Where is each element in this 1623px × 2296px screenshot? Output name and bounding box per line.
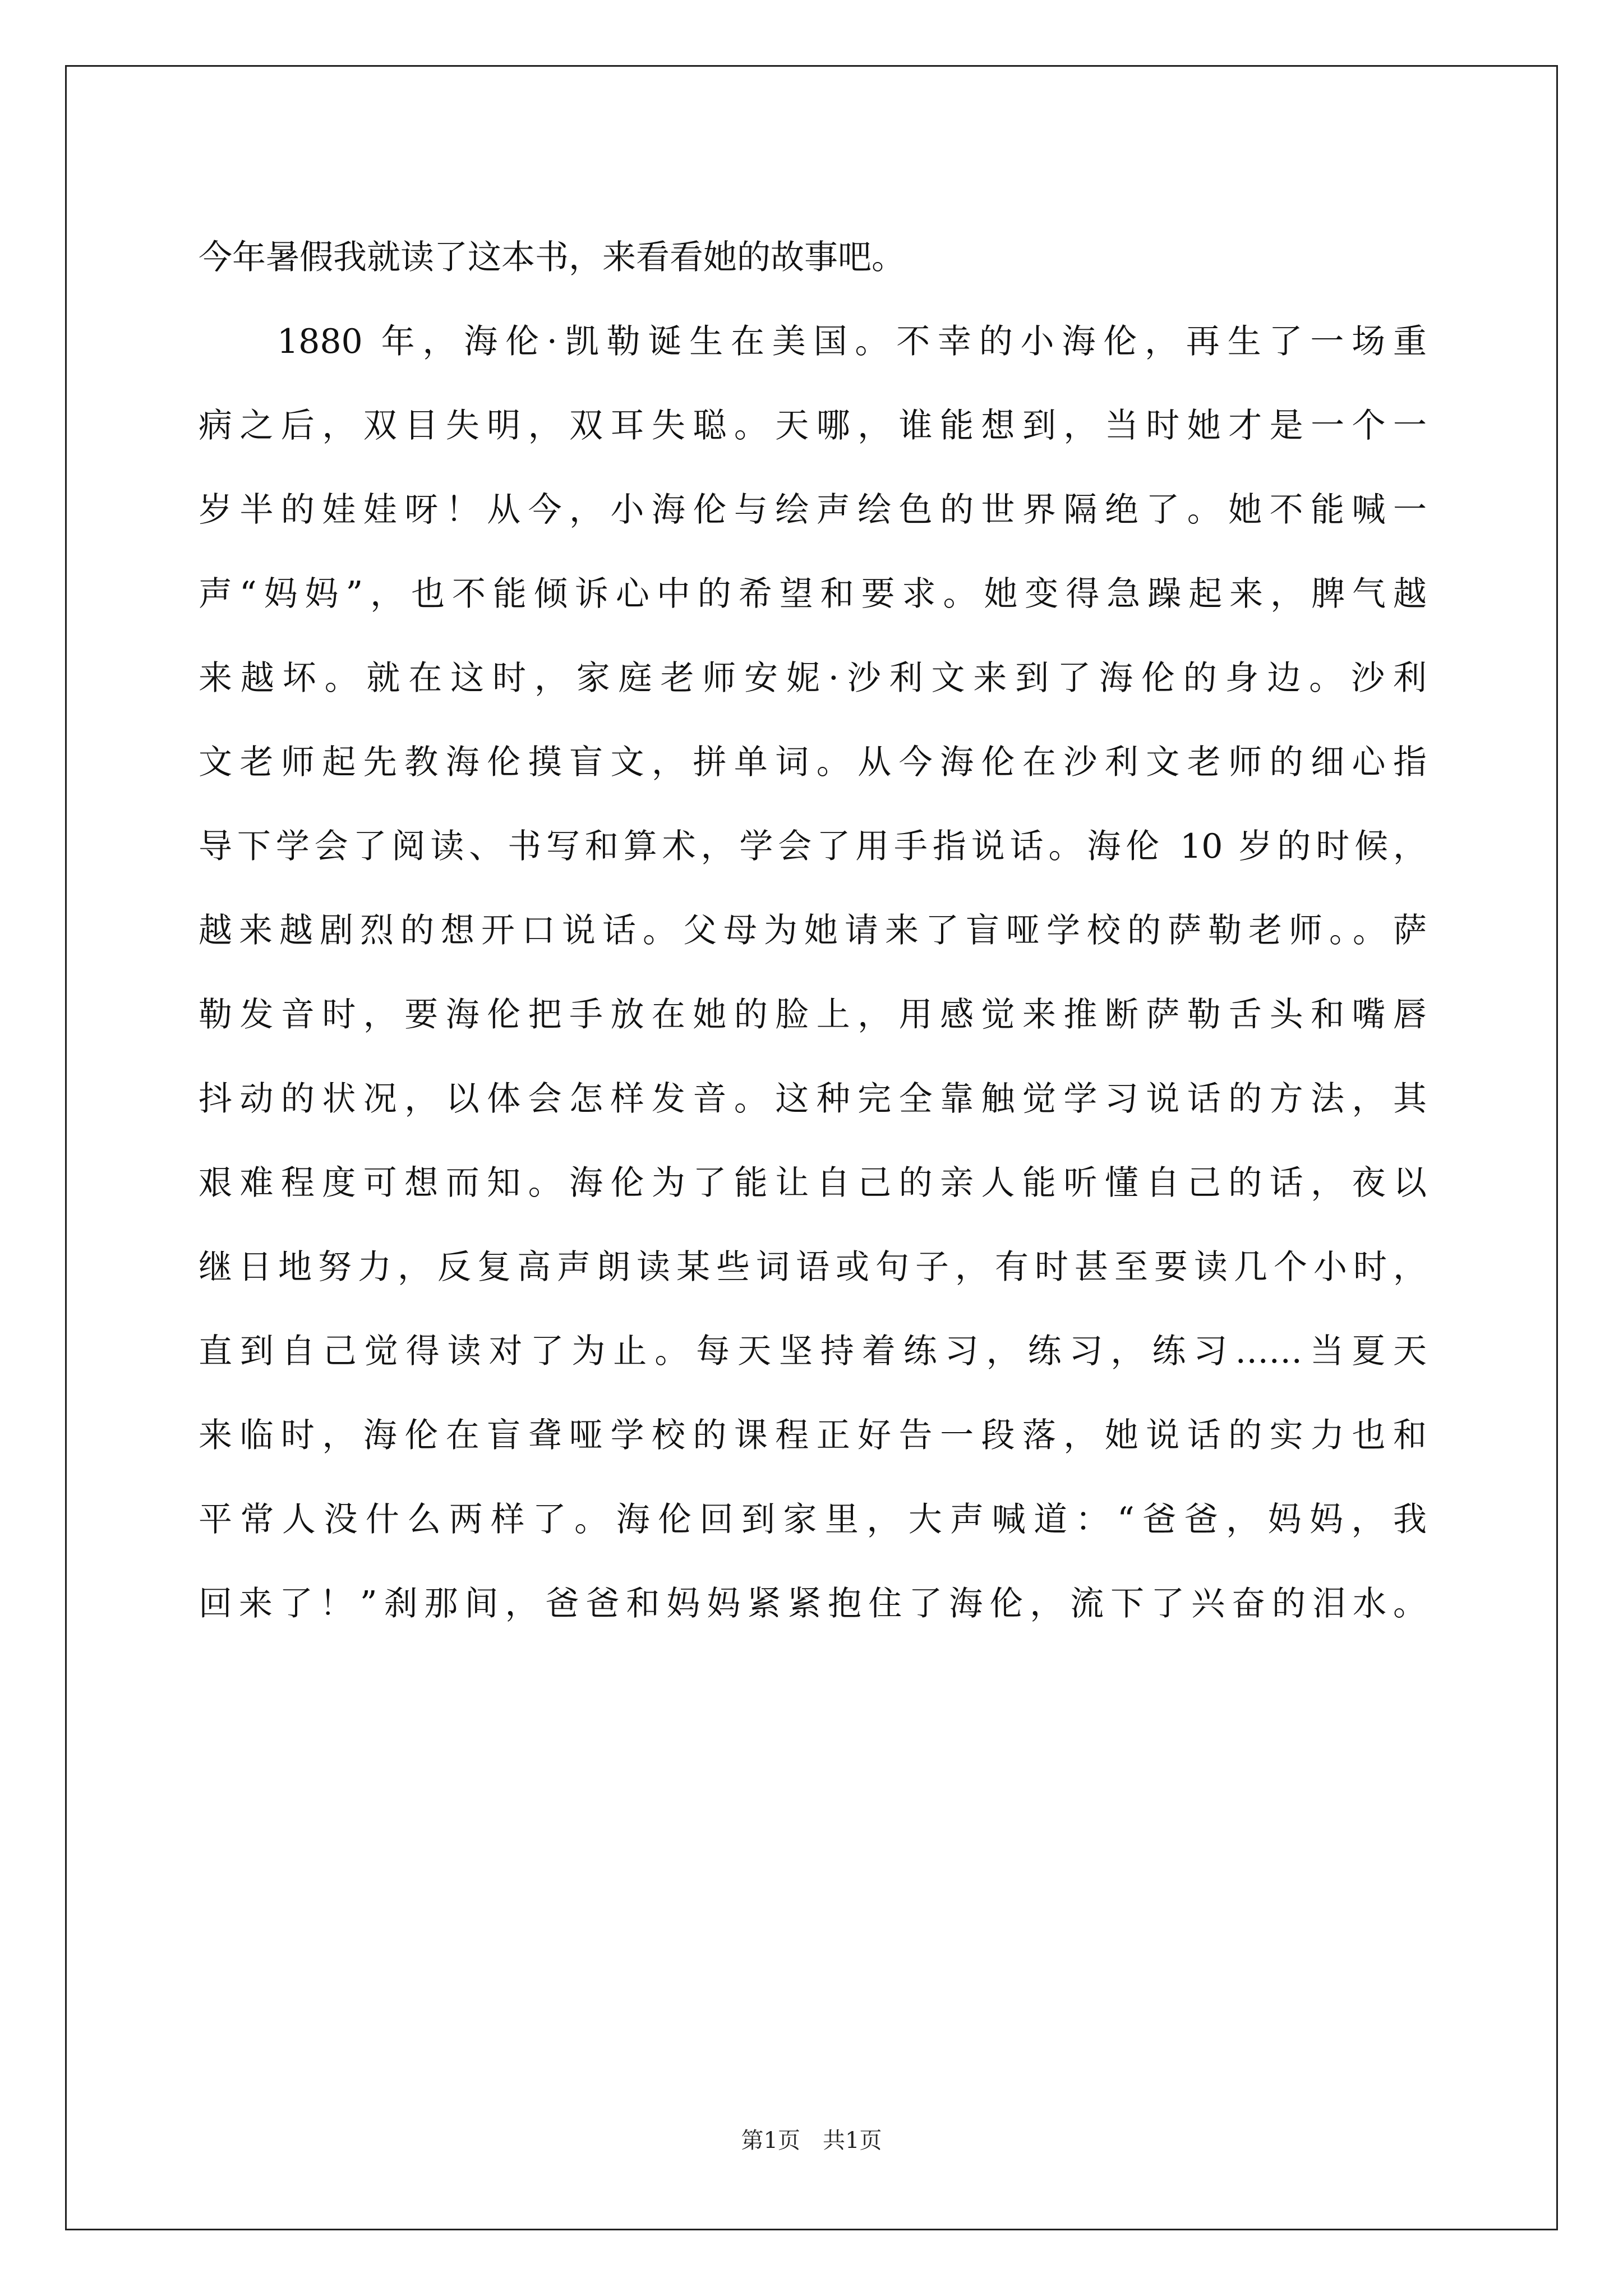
text-line: 来越坏。就在这时，家庭老师安妮·沙利文来到了海伦的身边。沙利	[199, 659, 1427, 698]
text-line: 声“妈妈”，也不能倾诉心中的希望和要求。她变得急躁起来，脾气越	[199, 574, 1427, 614]
text-line: 勒发音时，要海伦把手放在她的脸上，用感觉来推断萨勒舌头和嘴唇	[199, 995, 1427, 1034]
page-footer	[0, 2124, 1623, 2157]
page-total: 共1页	[823, 2128, 882, 2154]
text-line: 文老师起先教海伦摸盲文，拼单词。从今海伦在沙利文老师的细心指	[199, 743, 1427, 782]
document-body	[199, 215, 1427, 1646]
text-line: 回来了！”刹那间，爸爸和妈妈紧紧抱住了海伦，流下了兴奋的泪水。	[199, 1584, 1427, 1623]
text-line: 继日地努力，反复高声朗读某些词语或句子，有时甚至要读几个小时，	[199, 1248, 1427, 1287]
text-line: 导下学会了阅读、书写和算术，学会了用手指说话。海伦 10 岁的时候，	[199, 827, 1427, 866]
text-line: 抖动的状况，以体会怎样发音。这种完全靠触觉学习说话的方法，其	[199, 1079, 1427, 1119]
text-line: 越来越剧烈的想开口说话。父母为她请来了盲哑学校的萨勒老师。。萨	[199, 911, 1427, 950]
text-line: 1880 年，海伦·凯勒诞生在美国。不幸的小海伦，再生了一场重	[277, 322, 1427, 361]
text-line: 今年暑假我就读了这本书，来看看她的故事吧。	[199, 238, 905, 277]
page-number: 第1页	[741, 2128, 800, 2154]
text-line: 岁半的娃娃呀！从今，小海伦与绘声绘色的世界隔绝了。她不能喊一	[199, 490, 1427, 530]
text-line: 平常人没什么两样了。海伦回到家里，大声喊道：“爸爸，妈妈，我	[199, 1500, 1427, 1539]
text-line: 来临时，海伦在盲聋哑学校的课程正好告一段落，她说话的实力也和	[199, 1416, 1427, 1455]
text-line: 艰难程度可想而知。海伦为了能让自己的亲人能听懂自己的话，夜以	[199, 1163, 1427, 1203]
text-line: 病之后，双目失明，双耳失聪。天哪，谁能想到，当时她才是一个一	[199, 406, 1427, 445]
text-line: 直到自己觉得读对了为止。每天坚持着练习，练习，练习……当夏天	[199, 1332, 1427, 1371]
